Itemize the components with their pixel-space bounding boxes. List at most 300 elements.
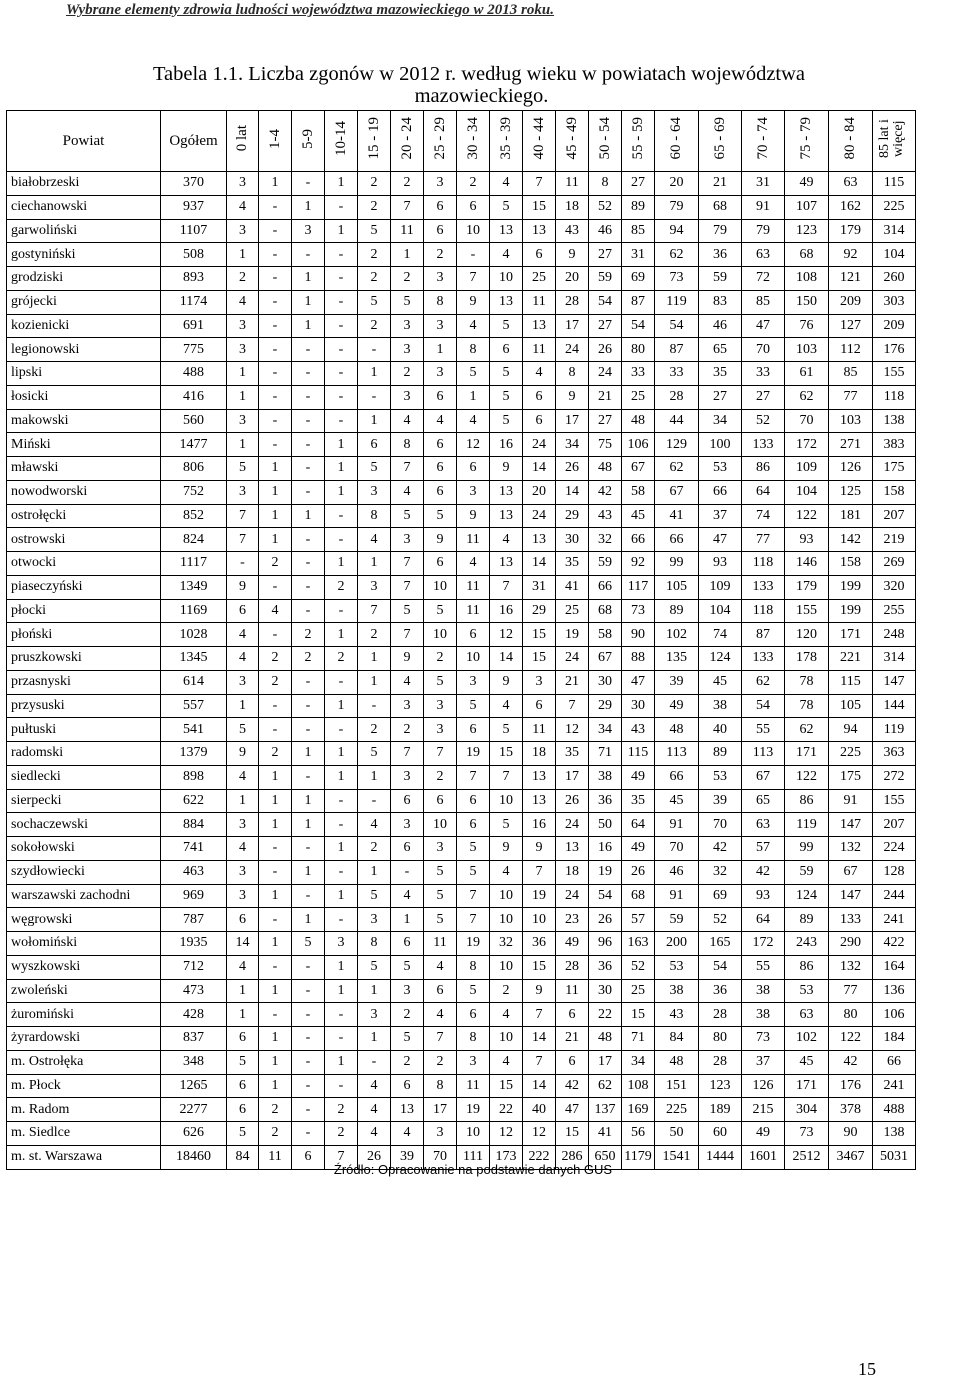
table-cell: 1 xyxy=(325,480,358,504)
table-cell: 64 xyxy=(742,480,785,504)
table-cell: 42 xyxy=(589,480,622,504)
table-cell: 92 xyxy=(829,243,873,267)
table-cell: 35 xyxy=(556,742,589,766)
table-cell: 6 xyxy=(457,789,490,813)
table-cell: - xyxy=(358,338,391,362)
table-cell: 1379 xyxy=(161,742,227,766)
table-cell: 50 xyxy=(589,813,622,837)
table-cell: 47 xyxy=(742,314,785,338)
table-cell: 9 xyxy=(523,979,556,1003)
table-cell: 248 xyxy=(873,623,916,647)
table-cell: 80 xyxy=(622,338,655,362)
table-cell: 28 xyxy=(655,385,699,409)
table-cell: 21 xyxy=(699,172,742,196)
table-cell: 25 xyxy=(523,267,556,291)
table-cell: 428 xyxy=(161,1003,227,1027)
table-cell: 225 xyxy=(655,1098,699,1122)
column-header-label: 1-4 xyxy=(266,128,283,149)
table-cell: 8 xyxy=(424,290,457,314)
table-row xyxy=(7,1050,916,1074)
table-cell: 172 xyxy=(742,932,785,956)
table-cell: 70 xyxy=(424,1145,457,1169)
table-cell: 105 xyxy=(655,575,699,599)
table-cell: 1 xyxy=(259,813,292,837)
table-cell: - xyxy=(259,433,292,457)
table-cell: 5 xyxy=(424,884,457,908)
table-row xyxy=(7,1003,916,1027)
table-row xyxy=(7,955,916,979)
table-cell: 1174 xyxy=(161,290,227,314)
table-cell: 16 xyxy=(589,837,622,861)
table-cell: 87 xyxy=(655,338,699,362)
table-cell: 1 xyxy=(259,932,292,956)
table-cell: 49 xyxy=(655,694,699,718)
table-cell: 3 xyxy=(424,362,457,386)
table-cell: 1 xyxy=(259,789,292,813)
table-cell: 103 xyxy=(829,409,873,433)
table-cell: 8 xyxy=(457,1027,490,1051)
table-cell: 5 xyxy=(391,290,424,314)
column-header-label: 75 - 79 xyxy=(798,117,814,160)
table-cell: 178 xyxy=(785,647,829,671)
table-cell: 20 xyxy=(655,172,699,196)
table-cell: 6 xyxy=(457,457,490,481)
table-cell: 1 xyxy=(391,908,424,932)
table-cell: 14 xyxy=(556,480,589,504)
table-cell: 13 xyxy=(556,837,589,861)
table-cell: - xyxy=(358,789,391,813)
table-cell: 69 xyxy=(622,267,655,291)
table-row xyxy=(7,789,916,813)
column-header xyxy=(424,111,457,172)
running-header: Wybrane elementy zdrowia ludności województwa mazowieckiego w 2013 roku. xyxy=(66,2,554,18)
table-cell: - xyxy=(259,1003,292,1027)
table-cell: 89 xyxy=(655,599,699,623)
table-cell: 137 xyxy=(589,1098,622,1122)
table-cell: 5 xyxy=(424,599,457,623)
table-cell: 43 xyxy=(589,504,622,528)
table-cell: 34 xyxy=(589,718,622,742)
table-cell: 8 xyxy=(358,504,391,528)
table-cell: 7 xyxy=(457,884,490,908)
table-cell: 15 xyxy=(490,742,523,766)
table-cell: 48 xyxy=(655,718,699,742)
table-title-line-1: Tabela 1.1. Liczba zgonów w 2012 r. według wieku w powiatach województwa xyxy=(152,63,806,85)
table-cell: 13 xyxy=(490,504,523,528)
table-cell: 8 xyxy=(457,338,490,362)
powiat-name: ciechanowski xyxy=(7,195,161,219)
table-cell: 3 xyxy=(391,385,424,409)
table-cell: 4 xyxy=(490,528,523,552)
table-cell: 2 xyxy=(391,718,424,742)
table-cell: 8 xyxy=(457,955,490,979)
table-cell: - xyxy=(259,219,292,243)
table-cell: 31 xyxy=(742,172,785,196)
table-cell: 1 xyxy=(424,338,457,362)
table-cell: 37 xyxy=(699,504,742,528)
powiat-name: szydłowiecki xyxy=(7,860,161,884)
table-cell: 85 xyxy=(622,219,655,243)
table-cell: 47 xyxy=(622,670,655,694)
table-cell: 7 xyxy=(556,694,589,718)
table-cell: 4 xyxy=(457,552,490,576)
table-cell: 7 xyxy=(457,765,490,789)
table-cell: 1 xyxy=(325,623,358,647)
table-cell: 2 xyxy=(391,1003,424,1027)
table-cell: 5 xyxy=(227,1050,259,1074)
table-row xyxy=(7,765,916,789)
table-cell: 314 xyxy=(873,219,916,243)
table-cell: 11 xyxy=(523,338,556,362)
table-cell: 42 xyxy=(742,860,785,884)
table-row xyxy=(7,599,916,623)
table-cell: 3 xyxy=(227,172,259,196)
table-cell: 99 xyxy=(655,552,699,576)
table-cell: 55 xyxy=(742,955,785,979)
table-cell: 1 xyxy=(391,243,424,267)
table-cell: 155 xyxy=(785,599,829,623)
table-cell: 19 xyxy=(523,884,556,908)
table-cell: 38 xyxy=(742,1003,785,1027)
column-header xyxy=(699,111,742,172)
table-cell: 14 xyxy=(523,1074,556,1098)
table-cell: 5 xyxy=(391,1027,424,1051)
table-cell: 36 xyxy=(699,243,742,267)
table-cell: 2 xyxy=(358,172,391,196)
table-cell: 91 xyxy=(655,813,699,837)
table-cell: 225 xyxy=(829,742,873,766)
table-cell: 1 xyxy=(292,742,325,766)
table-cell: 4 xyxy=(227,623,259,647)
column-header-label: 25 - 29 xyxy=(431,117,448,160)
table-cell: - xyxy=(457,243,490,267)
table-cell: 33 xyxy=(742,362,785,386)
table-cell: 4 xyxy=(391,480,424,504)
table-row xyxy=(7,742,916,766)
table-cell: 224 xyxy=(873,837,916,861)
table-cell: 2 xyxy=(391,362,424,386)
table-cell: 30 xyxy=(589,670,622,694)
table-cell: 48 xyxy=(589,1027,622,1051)
table-cell: 173 xyxy=(490,1145,523,1169)
table-cell: 92 xyxy=(622,552,655,576)
table-cell: 176 xyxy=(873,338,916,362)
table-cell: 26 xyxy=(556,789,589,813)
table-cell: 6 xyxy=(424,789,457,813)
table-cell: 118 xyxy=(742,552,785,576)
table-cell: 104 xyxy=(699,599,742,623)
powiat-name: m. Radom xyxy=(7,1098,161,1122)
table-cell: 6 xyxy=(490,338,523,362)
table-cell: 3 xyxy=(457,670,490,694)
table-cell: 1 xyxy=(325,742,358,766)
table-cell: 243 xyxy=(785,932,829,956)
table-cell: 6 xyxy=(457,1003,490,1027)
table-cell: 3 xyxy=(391,694,424,718)
table-cell: 5 xyxy=(358,884,391,908)
table-cell: 1 xyxy=(227,1003,259,1027)
table-cell: - xyxy=(259,409,292,433)
table-cell: - xyxy=(325,908,358,932)
table-cell: 77 xyxy=(742,528,785,552)
table-cell: 2 xyxy=(358,718,391,742)
table-cell: 7 xyxy=(490,765,523,789)
table-cell: 94 xyxy=(655,219,699,243)
column-header-label: 40 - 44 xyxy=(530,117,547,160)
table-cell: 1 xyxy=(259,504,292,528)
table-cell: 1 xyxy=(358,670,391,694)
table-cell: 28 xyxy=(699,1003,742,1027)
powiat-name: lipski xyxy=(7,362,161,386)
powiat-name: łosicki xyxy=(7,385,161,409)
powiat-name: zwoleński xyxy=(7,979,161,1003)
table-cell: 46 xyxy=(655,860,699,884)
table-cell: 12 xyxy=(490,623,523,647)
table-cell: 12 xyxy=(490,1122,523,1146)
table-row xyxy=(7,362,916,386)
table-cell: 133 xyxy=(742,575,785,599)
table-cell: 8 xyxy=(424,1074,457,1098)
table-cell: 179 xyxy=(829,219,873,243)
table-cell: - xyxy=(292,884,325,908)
table-cell: 271 xyxy=(829,433,873,457)
table-cell: 1 xyxy=(227,362,259,386)
table-cell: 1 xyxy=(325,219,358,243)
table-cell: 1 xyxy=(325,457,358,481)
table-cell: 147 xyxy=(829,813,873,837)
table-cell: 37 xyxy=(742,1050,785,1074)
table-cell: 16 xyxy=(523,813,556,837)
table-cell: 74 xyxy=(699,623,742,647)
table-cell: 3 xyxy=(358,575,391,599)
table-cell: 852 xyxy=(161,504,227,528)
table-cell: 29 xyxy=(523,599,556,623)
table-cell: 26 xyxy=(622,860,655,884)
table-cell: 108 xyxy=(622,1074,655,1098)
table-cell: 99 xyxy=(785,837,829,861)
table-cell: 4 xyxy=(391,409,424,433)
table-cell: 121 xyxy=(829,267,873,291)
table-cell: 90 xyxy=(622,623,655,647)
table-cell: 93 xyxy=(742,884,785,908)
powiat-name: siedlecki xyxy=(7,765,161,789)
table-cell: - xyxy=(325,528,358,552)
table-cell: 27 xyxy=(589,314,622,338)
table-cell: 1 xyxy=(325,694,358,718)
table-row xyxy=(7,623,916,647)
table-cell: - xyxy=(292,575,325,599)
table-cell: 7 xyxy=(523,1050,556,1074)
table-cell: 90 xyxy=(829,1122,873,1146)
table-cell: 50 xyxy=(655,1122,699,1146)
table-cell: 89 xyxy=(699,742,742,766)
table-cell: 6 xyxy=(424,219,457,243)
table-cell: 104 xyxy=(873,243,916,267)
table-cell: 66 xyxy=(873,1050,916,1074)
table-cell: 135 xyxy=(655,647,699,671)
table-cell: 17 xyxy=(556,409,589,433)
table-cell: 49 xyxy=(622,837,655,861)
table-cell: 207 xyxy=(873,504,916,528)
table-row xyxy=(7,433,916,457)
table-cell: - xyxy=(292,172,325,196)
table-cell: 2 xyxy=(325,647,358,671)
table-cell: 11 xyxy=(523,290,556,314)
table-cell: 3 xyxy=(391,979,424,1003)
table-cell: 3 xyxy=(391,338,424,362)
table-cell: 1 xyxy=(227,694,259,718)
table-row xyxy=(7,1098,916,1122)
table-cell: 27 xyxy=(699,385,742,409)
powiat-name: płocki xyxy=(7,599,161,623)
table-cell: - xyxy=(325,314,358,338)
table-cell: 70 xyxy=(742,338,785,362)
table-cell: - xyxy=(292,480,325,504)
table-cell: 348 xyxy=(161,1050,227,1074)
table-cell: 1 xyxy=(227,789,259,813)
table-cell: 68 xyxy=(699,195,742,219)
table-cell: - xyxy=(292,1098,325,1122)
table-cell: - xyxy=(292,385,325,409)
table-cell: 49 xyxy=(622,765,655,789)
table-cell: 42 xyxy=(556,1074,589,1098)
table-cell: 7 xyxy=(424,742,457,766)
table-cell: 4 xyxy=(227,837,259,861)
table-cell: 79 xyxy=(742,219,785,243)
table-cell: 884 xyxy=(161,813,227,837)
table-cell: 10 xyxy=(457,647,490,671)
table-cell: - xyxy=(292,694,325,718)
table-cell: 47 xyxy=(699,528,742,552)
table-cell: - xyxy=(259,623,292,647)
table-cell: - xyxy=(259,908,292,932)
table-cell: 38 xyxy=(742,979,785,1003)
table-cell: 45 xyxy=(699,670,742,694)
column-header xyxy=(655,111,699,172)
table-cell: 15 xyxy=(523,647,556,671)
page-number: 15 xyxy=(858,1359,876,1379)
table-cell: 9 xyxy=(490,837,523,861)
table-cell: 3 xyxy=(424,314,457,338)
table-cell: 78 xyxy=(785,694,829,718)
table-cell: 124 xyxy=(785,884,829,908)
table-cell: 117 xyxy=(622,575,655,599)
table-row xyxy=(7,1027,916,1051)
table-cell: 3 xyxy=(424,694,457,718)
table-cell: 17 xyxy=(424,1098,457,1122)
table-cell: 57 xyxy=(622,908,655,932)
table-cell: 6 xyxy=(292,1145,325,1169)
table-cell: 5 xyxy=(490,409,523,433)
table-cell: 1 xyxy=(358,647,391,671)
table-cell: 893 xyxy=(161,267,227,291)
table-cell: 13 xyxy=(490,219,523,243)
table-cell: 62 xyxy=(785,718,829,742)
table-cell: 24 xyxy=(523,504,556,528)
table-cell: 71 xyxy=(589,742,622,766)
table-cell: 80 xyxy=(699,1027,742,1051)
table-cell: 13 xyxy=(523,789,556,813)
table-cell: 29 xyxy=(589,694,622,718)
table-cell: - xyxy=(325,860,358,884)
column-header xyxy=(523,111,556,172)
table-cell: 43 xyxy=(622,718,655,742)
table-cell: 2 xyxy=(358,267,391,291)
table-cell: 2 xyxy=(358,837,391,861)
table-cell: 53 xyxy=(655,955,699,979)
table-cell: 4 xyxy=(424,409,457,433)
table-cell: 19 xyxy=(457,932,490,956)
column-header-label: 35 - 39 xyxy=(497,117,514,160)
table-cell: 62 xyxy=(785,385,829,409)
table-cell: 71 xyxy=(622,1027,655,1051)
table-cell: 59 xyxy=(589,267,622,291)
table-cell: 2 xyxy=(457,172,490,196)
table-cell: 1 xyxy=(292,314,325,338)
table-cell: 56 xyxy=(622,1122,655,1146)
table-cell: 8 xyxy=(556,362,589,386)
powiat-name: nowodworski xyxy=(7,480,161,504)
table-cell: 54 xyxy=(699,955,742,979)
table-cell: - xyxy=(358,694,391,718)
table-cell: 560 xyxy=(161,409,227,433)
table-cell: 5 xyxy=(490,385,523,409)
table-cell: 9 xyxy=(457,290,490,314)
table-cell: 24 xyxy=(556,884,589,908)
table-cell: 10 xyxy=(457,1122,490,1146)
table-cell: 68 xyxy=(622,884,655,908)
table-cell: 36 xyxy=(523,932,556,956)
table-cell: 3 xyxy=(292,219,325,243)
table-cell: 10 xyxy=(490,955,523,979)
table-cell: 63 xyxy=(742,813,785,837)
powiat-name: pruszkowski xyxy=(7,647,161,671)
table-cell: - xyxy=(325,670,358,694)
table-cell: 109 xyxy=(785,457,829,481)
table-cell: 133 xyxy=(742,647,785,671)
table-cell: 2 xyxy=(358,195,391,219)
table-cell: 67 xyxy=(829,860,873,884)
table-cell: 49 xyxy=(556,932,589,956)
table-cell: 75 xyxy=(589,433,622,457)
table-cell: 5 xyxy=(457,362,490,386)
table-cell: 89 xyxy=(785,908,829,932)
table-cell: 1028 xyxy=(161,623,227,647)
table-cell: 1 xyxy=(259,172,292,196)
table-cell: 626 xyxy=(161,1122,227,1146)
table-row xyxy=(7,195,916,219)
table-cell: 96 xyxy=(589,932,622,956)
table-cell: - xyxy=(325,362,358,386)
table-row xyxy=(7,457,916,481)
table-cell: 416 xyxy=(161,385,227,409)
table-cell: 118 xyxy=(742,599,785,623)
column-header xyxy=(391,111,424,172)
table-cell: 7 xyxy=(457,908,490,932)
table-cell: 5 xyxy=(424,504,457,528)
powiat-name: węgrowski xyxy=(7,908,161,932)
table-cell: 21 xyxy=(589,385,622,409)
table-cell: 1541 xyxy=(655,1145,699,1169)
table-cell: 66 xyxy=(655,528,699,552)
table-cell: 11 xyxy=(457,599,490,623)
table-cell: 3 xyxy=(227,314,259,338)
table-cell: 10 xyxy=(490,267,523,291)
table-cell: 219 xyxy=(873,528,916,552)
table-cell: 142 xyxy=(829,528,873,552)
table-cell: - xyxy=(259,290,292,314)
table-row xyxy=(7,813,916,837)
